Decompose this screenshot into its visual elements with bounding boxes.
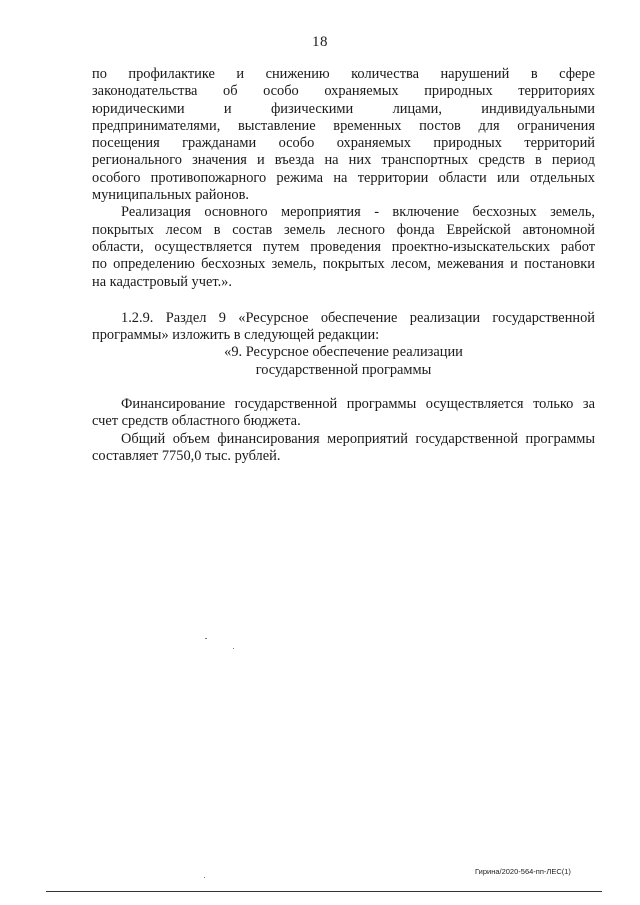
scan-speck: [233, 648, 234, 649]
paragraph-financing-total: [92, 431, 595, 466]
text-line: Финансирование государственной программы осуществляется только за: [121, 396, 595, 413]
text-line: предпринимателями, выставление временных постов для ограничения: [92, 117, 595, 134]
paragraph-amendment-1-2-9: [92, 310, 595, 345]
scan-bottom-rule: [46, 891, 602, 892]
text-line: посещения гражданами особо охраняемых природных территорий: [92, 135, 595, 152]
text-line: составляет 7750,0 тыс. рублей.: [92, 447, 281, 464]
text-line: муниципальных районов.: [92, 187, 249, 204]
paragraph-financing-source: [92, 396, 595, 431]
document-body: [92, 66, 595, 465]
document-code: Гирина/2020-564-пп-ЛЕС(1): [475, 867, 571, 876]
text-line: 1.2.9. Раздел 9 «Ресурсное обеспечение реализации государственной: [121, 309, 595, 326]
text-line: программы» изложить в следующей редакции:: [92, 327, 380, 344]
text-line: области, осуществляется путем проведения проектно-изыскательских работ: [92, 238, 595, 255]
text-line: по определению бесхозных земель, покрытых лесом, межевания и постановки: [92, 256, 595, 273]
text-line: регионального значения и въезда на них транспортных средств в период: [92, 152, 595, 169]
scan-speck: [204, 877, 205, 878]
text-line: на кадастровый учет.».: [92, 273, 232, 290]
text-line: юридическими и физическими лицами, индивидуальными: [92, 100, 595, 117]
paragraph-prevention-measures: [92, 66, 595, 204]
text-line: Реализация основного мероприятия - включение бесхозных земель,: [121, 204, 595, 221]
text-line: законодательства об особо охраняемых природных территориях: [92, 83, 595, 100]
paragraph-main-measure: [92, 204, 595, 290]
text-line: особого противопожарного режима на территории области или отдельных: [92, 169, 595, 186]
text-line: по профилактике и снижению количества нарушений в сфере: [92, 66, 595, 82]
scan-speck: [205, 638, 207, 639]
text-line: счет средств областного бюджета.: [92, 413, 301, 430]
section-heading: [92, 344, 595, 379]
text-line: Общий объем финансирования мероприятий государственной программы: [121, 430, 595, 447]
page-number: 18: [312, 34, 328, 50]
heading-line: государственной программы: [255, 361, 432, 378]
heading-line: «9. Ресурсное обеспечение реализации: [224, 344, 463, 361]
text-line: покрытых лесом в состав земель лесного фонда Еврейской автономной: [92, 221, 595, 238]
